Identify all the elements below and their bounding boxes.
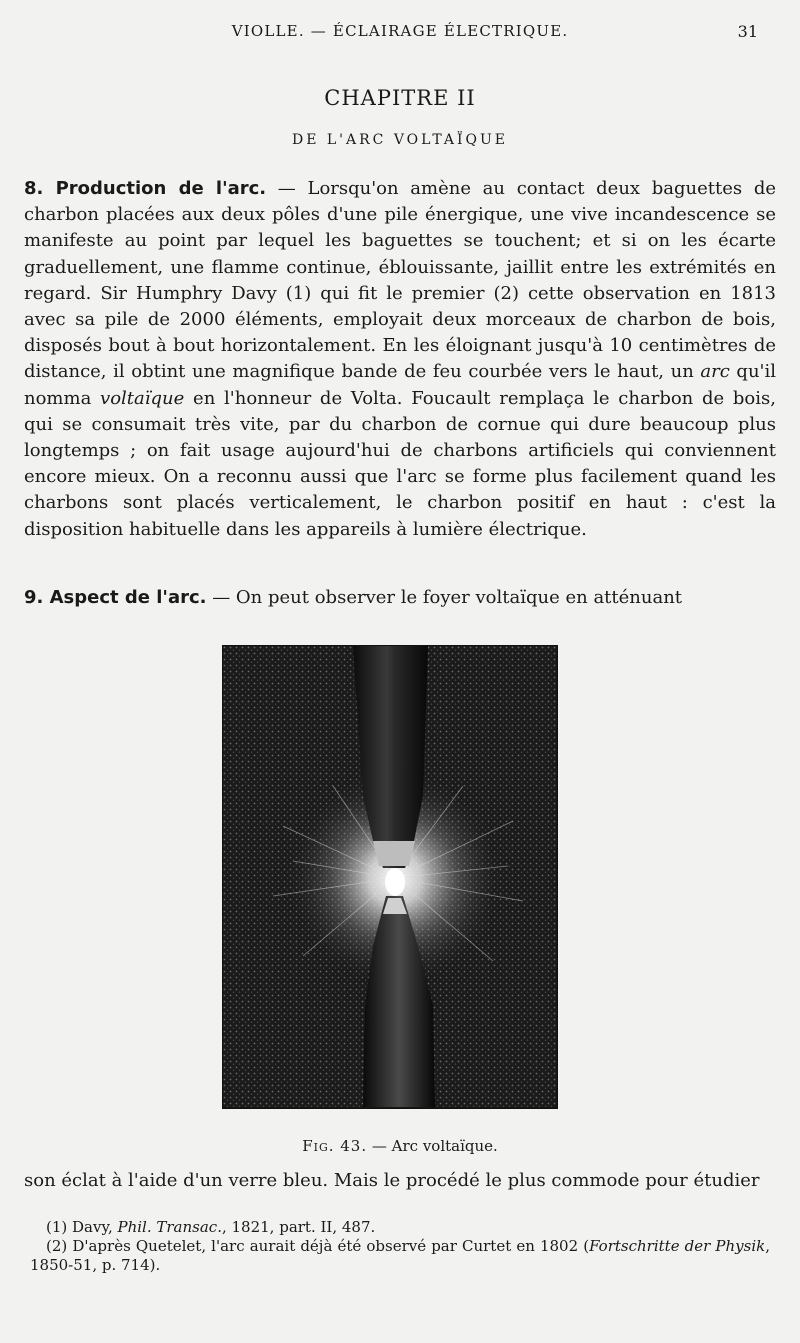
section-8-text-a: — Lorsqu'on amène au contact deux baguettes de charbon placées aux deux pôles d'une pile énergique, une vive incandescence se manifeste au point par lequel les baguettes se touchent; et si on les écarte graduellement, une flamme continue, éblouissante, jaillit entre les extrémités en regard. Sir Humphry Davy (1) qui fit le premier (2) cette observation en 1813 avec sa pile de 2000 éléments, employait deux morceaux de charbon de bois, disposés bout à bout horizontalement. En les éloignant jusqu'à 10 centimètres de distance, il obtint une magnifique bande de feu courbée vers le haut, un xyxy=(24,178,776,383)
chapter-subtitle: DE L'ARC VOLTAÏQUE xyxy=(291,132,509,148)
page-header xyxy=(0,22,800,46)
figure-number: Fig. 43. xyxy=(302,1137,368,1155)
section-8-paragraph xyxy=(24,176,776,543)
figure-caption-text: — Arc voltaïque. xyxy=(367,1137,498,1155)
figure-arc-illustration xyxy=(222,645,558,1109)
section-8-term-arc: arc xyxy=(700,361,730,383)
footnote-1-text-a: (1) Davy, xyxy=(46,1218,118,1236)
section-8-term-voltaique: voltaïque xyxy=(100,387,185,409)
arc-flame xyxy=(385,868,405,896)
running-title: VIOLLE. — ÉCLAIRAGE ÉLECTRIQUE. xyxy=(231,22,569,40)
arc-engraving xyxy=(223,646,556,1107)
chapter-title: CHAPITRE II xyxy=(324,86,476,110)
positive-rod-tip xyxy=(373,841,415,866)
footnote-2-text-a: (2) D'après Quetelet, l'arc aurait déjà été observé par Curtet en 1802 ( xyxy=(46,1237,590,1255)
section-9-heading: 9. Aspect de l'arc. xyxy=(24,587,207,608)
footnote-1-text-b: , 1821, part. II, 487. xyxy=(221,1218,376,1236)
footnote-1 xyxy=(30,1218,770,1237)
page-number: 31 xyxy=(737,22,758,41)
section-8-text-c: en l'honneur de Volta. Foucault remplaça le charbon de bois, qui se consumait très vite, par du charbon de cornue qui dure beaucoup plus longtemps ; on fait usage aujourd'hui de charbons artificiels qui conviennent encore mieux. On a reconnu aussi que l'arc se forme plus facilement quand les charbons sont placés verticalement, le charbon positif en haut : c'est la disposition habituelle dans les appareils à lumière électrique. xyxy=(24,387,776,540)
footnotes xyxy=(30,1218,770,1275)
section-9-paragraph xyxy=(24,585,776,611)
footnote-2 xyxy=(30,1237,770,1275)
figure-caption xyxy=(0,1137,800,1155)
section-9-text: — On peut observer le foyer voltaïque en atténuant xyxy=(206,587,683,608)
continuation-paragraph: son éclat à l'aide d'un verre bleu. Mais le procédé le plus commode pour étudier xyxy=(24,1170,760,1191)
footnote-1-source: Phil. Transac. xyxy=(117,1218,222,1236)
footnote-2-source: Fortschritte der Physik xyxy=(589,1237,766,1255)
section-8-text-b: qu'il nomma xyxy=(24,361,776,409)
footnote-2-text-b: , 1850-51, p. 714). xyxy=(30,1237,770,1274)
section-8-heading: 8. Production de l'arc. xyxy=(24,178,267,199)
